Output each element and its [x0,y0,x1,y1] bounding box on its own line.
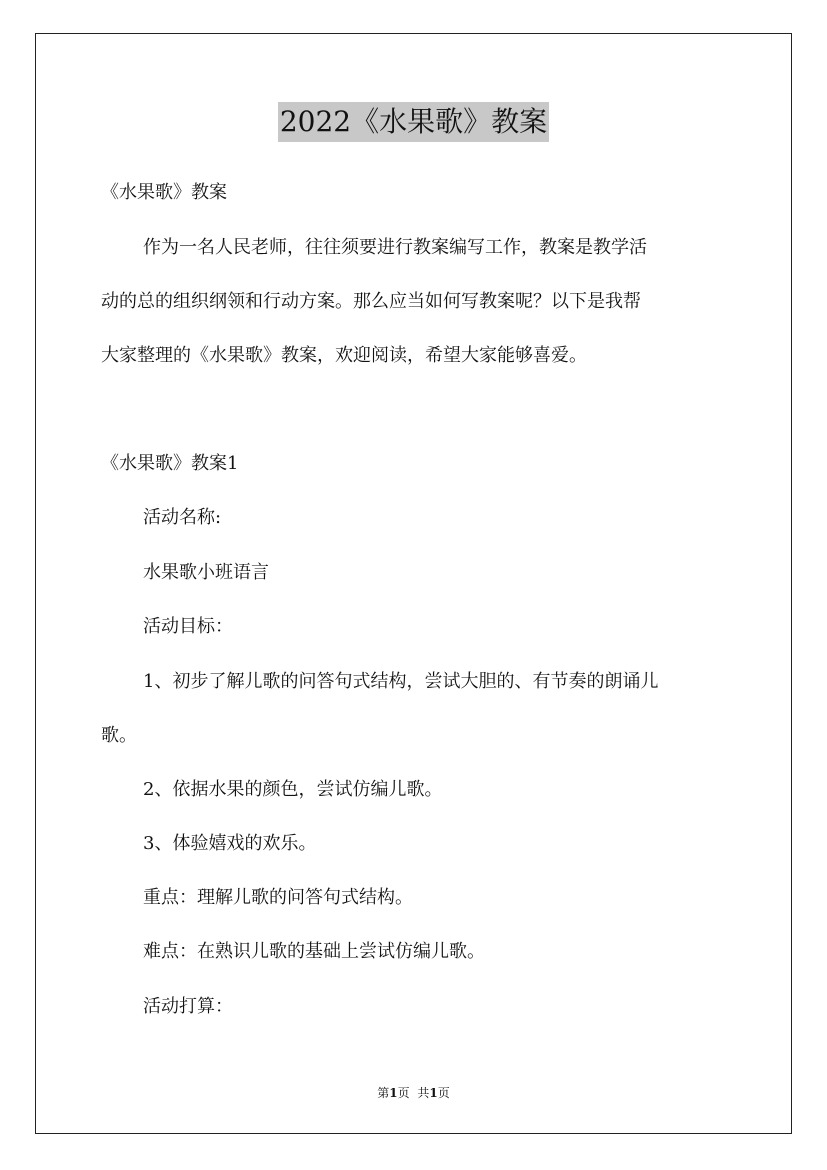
footer-page-prefix: 第 [377,1086,390,1100]
footer-total-number: 1 [429,1086,438,1100]
lesson-heading: 《水果歌》教案1 [101,453,239,474]
intro-line-3: 大家整理的《水果歌》教案，欢迎阅读，希望大家能够喜爱。 [101,345,587,366]
intro-line-2: 动的总的组织纲领和行动方案。那么应当如何写教案呢？以下是我帮 [101,291,641,312]
document-title: 2022《水果歌》教案 [278,102,549,142]
difficult-point: 难点：在熟识儿歌的基础上尝试仿编儿歌。 [143,941,485,962]
page-footer [0,1084,827,1102]
footer-total-suffix: 页 [437,1086,450,1100]
goal-1-line-1: 1、初步了解儿歌的问答句式结构，尝试大胆的、有节奏的朗诵儿 [143,671,659,692]
key-point: 重点：理解儿歌的问答句式结构。 [143,887,413,908]
activity-goals-label: 活动目标： [143,616,233,637]
activity-preparation-label: 活动打算： [143,996,233,1017]
activity-name-value: 水果歌小班语言 [143,562,269,583]
footer-page-number: 1 [389,1086,398,1100]
goal-2: 2、依据水果的颜色，尝试仿编儿歌。 [143,779,443,800]
footer-total-prefix: 共 [417,1086,430,1100]
document-title-wrap [0,102,827,142]
section-heading: 《水果歌》教案 [101,182,227,203]
activity-name-label: 活动名称: [143,507,222,528]
footer-page-suffix: 页 [397,1086,410,1100]
intro-line-1: 作为一名人民老师，往往须要进行教案编写工作，教案是教学活 [143,237,647,258]
goal-1-line-2: 歌。 [101,725,137,746]
goal-3: 3、体验嬉戏的欢乐。 [143,833,317,854]
